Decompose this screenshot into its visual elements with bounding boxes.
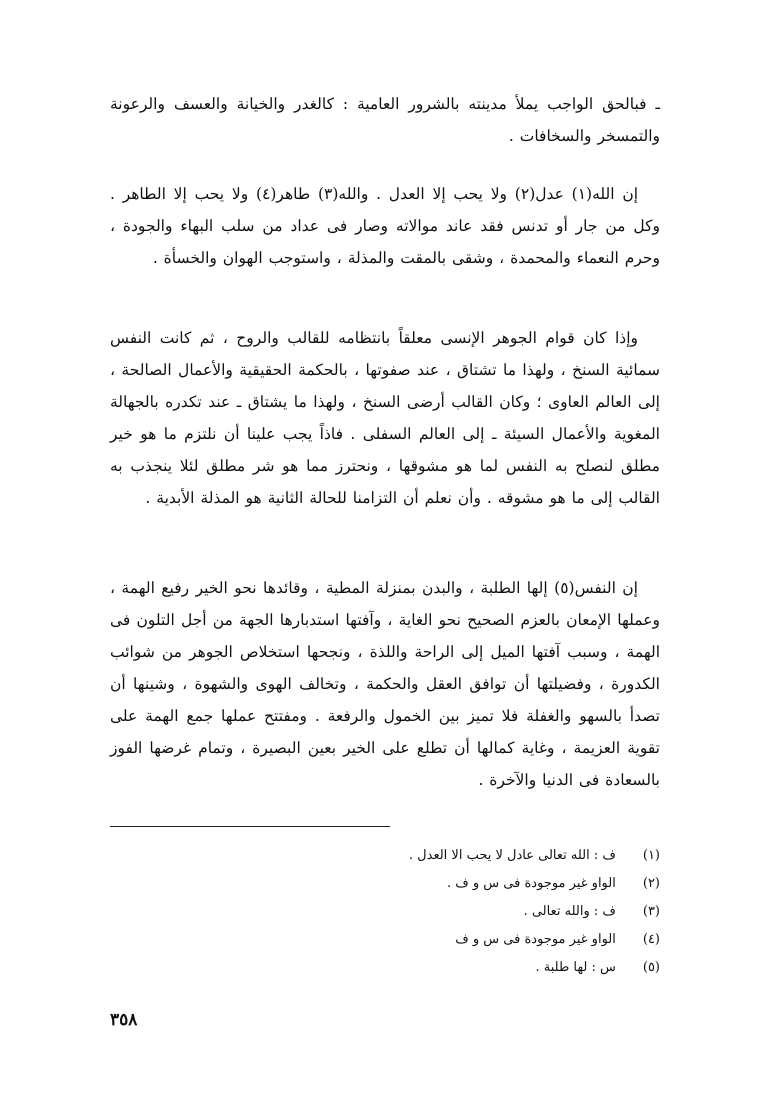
footnote-item: [110, 870, 660, 898]
paragraph-2: إن الله(١) عدل(٢) ولا يحب إلا العدل . والله(٣) طاهر(٤) ولا يحب إلا الطاهر . وكل من جار أو تدنس فقد عاند موالاته وصار فى عداد من سلب البهاء والجودة ، وحرم النعماء والمحمدة ، وشقى بالمقت والمذلة ، واستوجب الهوان والخسأة .: [110, 185, 660, 267]
footnote-number: (٣): [642, 904, 660, 919]
page-number: ٣٥٨: [110, 1010, 138, 1030]
footnote-number: (١): [642, 848, 660, 863]
footnote-text: س : لها طلبة .: [535, 960, 616, 975]
footnote-item: [110, 842, 660, 870]
paragraph-1: ـ فبالحق الواجب يملأ مدينته بالشرور العامية : كالغدر والخيانة والعسف والرعونة والتمسخر والسخافات .: [110, 95, 660, 145]
document-page: [110, 80, 660, 1040]
footnote-divider: [110, 826, 390, 827]
footnotes-list: [110, 842, 660, 982]
footnote-number: (٥): [642, 960, 660, 975]
footnote-text: ف : والله تعالى .: [523, 904, 616, 919]
footnote-number: (٤): [642, 932, 660, 947]
footnote-text: الواو غير موجودة فى س و ف .: [447, 876, 616, 891]
paragraph-3: وإذا كان قوام الجوهر الإنسى معلقاً بانتظامه للقالب والروح ، ثم كانت النفس سمائية السنخ ، ولهذا ما تشتاق ، عند صفوتها ، بالحكمة الحقيقية والأعمال الصالحة ، إلى العالم العاوى ؛ وكان القالب أرضى السنخ ، ولهذا ما يشتاق ـ عند تكدره بالجهالة المغوية والأعمال السيئة ـ إلى العالم السفلى . فاذاً يجب علينا أن نلتزم ما هو خير مطلق لنصلح به النفس لما هو مشوقها ، ونحترز مما هو شر مطلق لئلا ينجذب به القالب إلى ما هو مشوقه . وأن نعلم أن التزامنا للحالة الثانية هو المذلة الأبدية .: [110, 329, 660, 507]
footnote-text: الواو غير موجودة فى س و ف: [455, 932, 616, 947]
footnote-number: (٢): [642, 876, 660, 891]
footnote-item: [110, 926, 660, 954]
footnote-item: [110, 954, 660, 982]
footnote-item: [110, 898, 660, 926]
footnote-text: ف : الله تعالى عادل لا يحب الا العدل .: [408, 848, 616, 863]
paragraph-4: إن النفس(٥) إلها الطلبة ، والبدن بمنزلة المطية ، وقائدها نحو الخير رفيع الهمة ، وعملها الإمعان بالعزم الصحيح نحو الغاية ، وآفتها استدبارها الجهة من أجل التلون فى الهمة ، وسبب آفتها الميل إلى الراحة واللذة ، ونجحها استخلاص الجوهر من شوائب الكدورة ، وفضيلتها أن توافق العقل والحكمة ، وتخالف الهوى والشهوة ، وشينها أن تصدأ بالسهو والغفلة فلا تميز بين الخمول والرفعة . ومفتتح عملها جمع الهمة على تقوية العزيمة ، وغاية كمالها أن تطلع على الخير بعين البصيرة ، وتمام غرضها الفوز بالسعادة فى الدنيا والآخرة .: [110, 579, 660, 789]
